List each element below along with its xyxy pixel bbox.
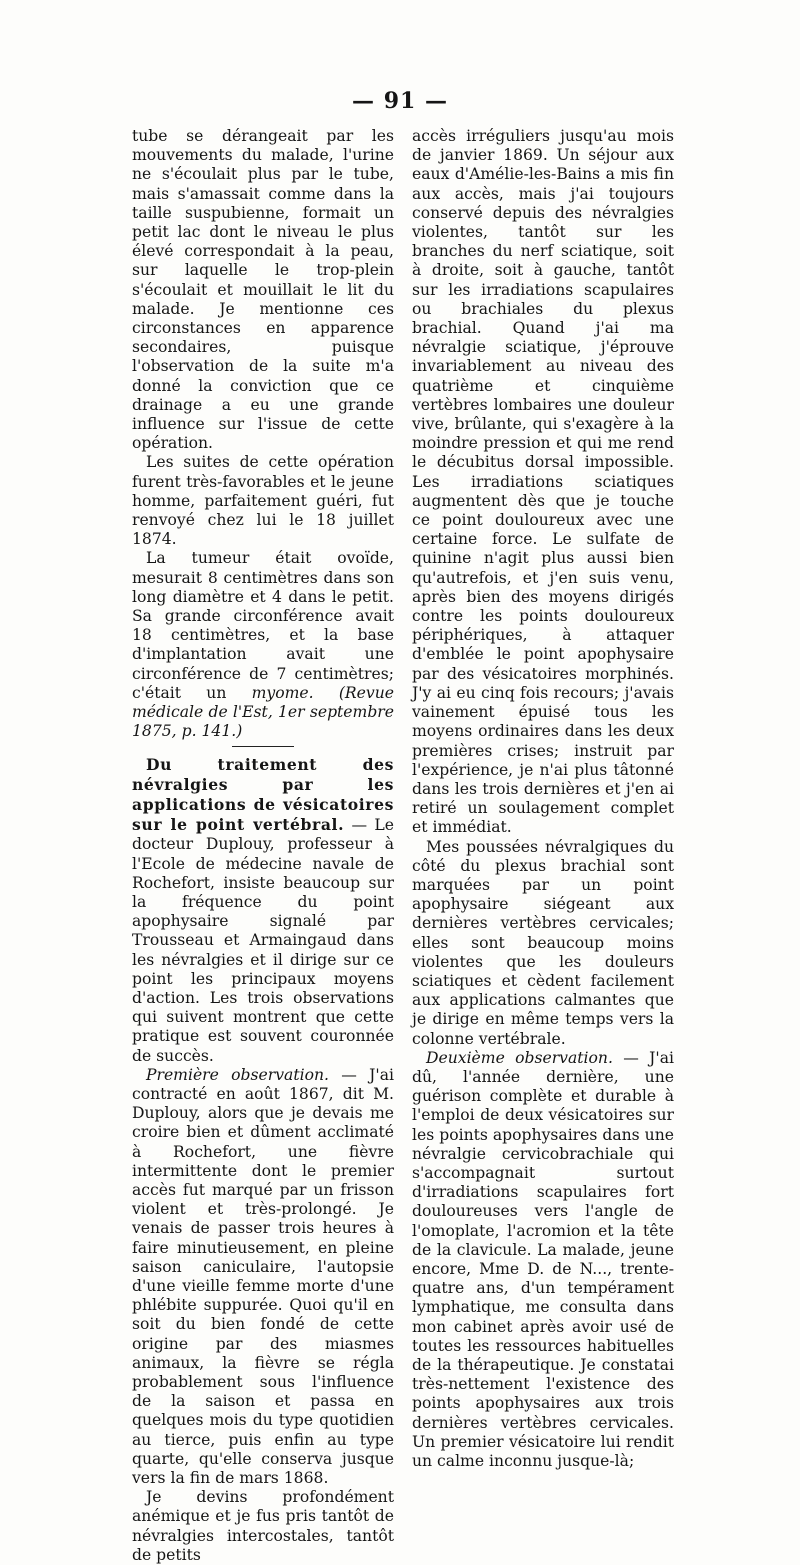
paragraph: accès irréguliers jusqu'au mois de janvier 1869. Un séjour aux eaux d'Amélie-les-Bains a mis fin aux accès, mais j'ai toujours conservé depuis des névralgies violentes, tantôt sur les branches du nerf sciatique, soit à droite, soit à gauche, tantôt sur les irradiations scapulaires ou brachiales du plexus brachial. Quand j'ai ma névralgie sciatique, j'éprouve invariablement au niveau des quatrième et cinquième vertèbres lombaires une douleur vive, brûlante, qui s'exagère à la moindre pression et qui me rend le décubitus dorsal impossible. Les irradiations sciatiques augmentent dès que je touche ce point douloureux avec une certaine force. Le sulfate de quinine n'agit plus aussi bien qu'autrefois, et j'en suis venu, après bien des moyens dirigés contre les points douloureux périphériques, à attaquer d'emblée le point apophysaire par des vésicatoires morphinés. J'y ai eu cinq fois recours; j'avais vainement épuisé tous les moyens ordinaires dans les deux premières crises; instruit par l'expérience, je n'ai plus tâtonné dans les trois dernières et j'en ai retiré un soulagement complet et immédiat. (412, 127, 674, 837)
paragraph: Mes poussées névralgiques du côté du plexus brachial sont marquées par un point apophysaire siégeant aux dernières vertèbres cervicales; elles sont beaucoup moins violentes que les douleurs sciatiques et cèdent facilement aux applications calmantes que je dirige en même temps vers la colonne vertébrale. (412, 837, 674, 1048)
observation-label: Deuxième observation. (426, 1048, 613, 1067)
observation-label: Première observation. (146, 1065, 329, 1084)
observation-paragraph (132, 1066, 394, 1488)
section-divider (232, 746, 294, 747)
paragraph-text: La tumeur était ovoïde, mesurait 8 centimètres dans son long diamètre et 4 dans le petit. Sa grande circonférence avait 18 centimètres, et la base d'implantation avait une circonférence de 7 centimètres; c'était un (132, 549, 394, 702)
right-column (412, 127, 674, 1471)
observation-text: — J'ai contracté en août 1867, dit M. Duplouy, alors que je devais me croire bien et dûment acclimaté à Rochefort, une fièvre intermittente dont le premier accès fut marqué par un frisson violent et très-prolongé. Je venais de passer trois heures à faire minutieusement, en pleine saison caniculaire, l'autopsie d'une vieille femme morte d'une phlébite suppurée. Quoi qu'il en soit du bien fondé de cette origine par des miasmes animaux, la fièvre se régla probablement sous l'influence de la saison et passa en quelques mois du type quotidien au tierce, puis enfin au type quarte, qu'elle conserva jusque vers la fin de mars 1868. (132, 1065, 394, 1488)
section-text: — Le docteur Duplouy, professeur à l'Ecole de médecine navale de Rochefort, insiste beaucoup sur la fréquence du point apophysaire signalé par Trousseau et Armaingaud dans les névralgies et il dirige sur ce point les principaux moyens d'action. Les trois observations qui suivent montrent que cette pratique est souvent couronnée de succès. (132, 816, 395, 1065)
citation: (Revue médicale de l'Est, 1er septembre 1875, p. 141.) (132, 683, 394, 741)
observation-text: — J'ai dû, l'année dernière, une guérison complète et durable à l'emploi de deux vésicatoires sur les points apophysaires dans une névralgie cervicobrachiale qui s'accompagnait surtout d'irradiations scapulaires fort douloureuses vers l'angle de l'omoplate, l'acromion et la tête de la clavicule. La malade, jeune encore, Mme D. de N..., trente-quatre ans, d'un tempérament lymphatique, me consulta dans mon cabinet après avoir usé de toutes les ressources habituelles de la thérapeutique. Je constatai très-nettement l'existence des points apophysaires aux trois dernières vertèbres cervicales. Un premier vésicatoire lui rendit un calme inconnu jusque-là; (412, 1048, 674, 1471)
left-column (132, 127, 394, 1565)
observation-paragraph (412, 1049, 674, 1471)
paragraph (132, 549, 394, 741)
paragraph: Les suites de cette opération furent très-favorables et le jeune homme, parfaitement guéri, fut renvoyé chez lui le 18 juillet 1874. (132, 453, 394, 549)
page-number: — 91 — (352, 88, 448, 114)
section-paragraph (132, 755, 394, 1066)
paragraph: Je devins profondément anémique et je fus pris tantôt de névralgies intercostales, tantôt de petits (132, 1488, 394, 1564)
paragraph: tube se dérangeait par les mouvements du malade, l'urine ne s'écoulait plus par le tube, mais s'amassait comme dans la taille suspubienne, formait un petit lac dont le niveau le plus élevé correspondait à la peau, sur laquelle le trop-plein s'écoulait et mouillait le lit du malade. Je mentionne ces circonstances en apparence secondaires, puisque l'observation de la suite m'a donné la conviction que ce drainage a eu une grande influence sur l'issue de cette opération. (132, 127, 394, 453)
section-title: Du traitement des névralgies par les applications de vésicatoires sur le point vertébral. (132, 754, 394, 835)
italic-term: myome. (251, 683, 314, 702)
